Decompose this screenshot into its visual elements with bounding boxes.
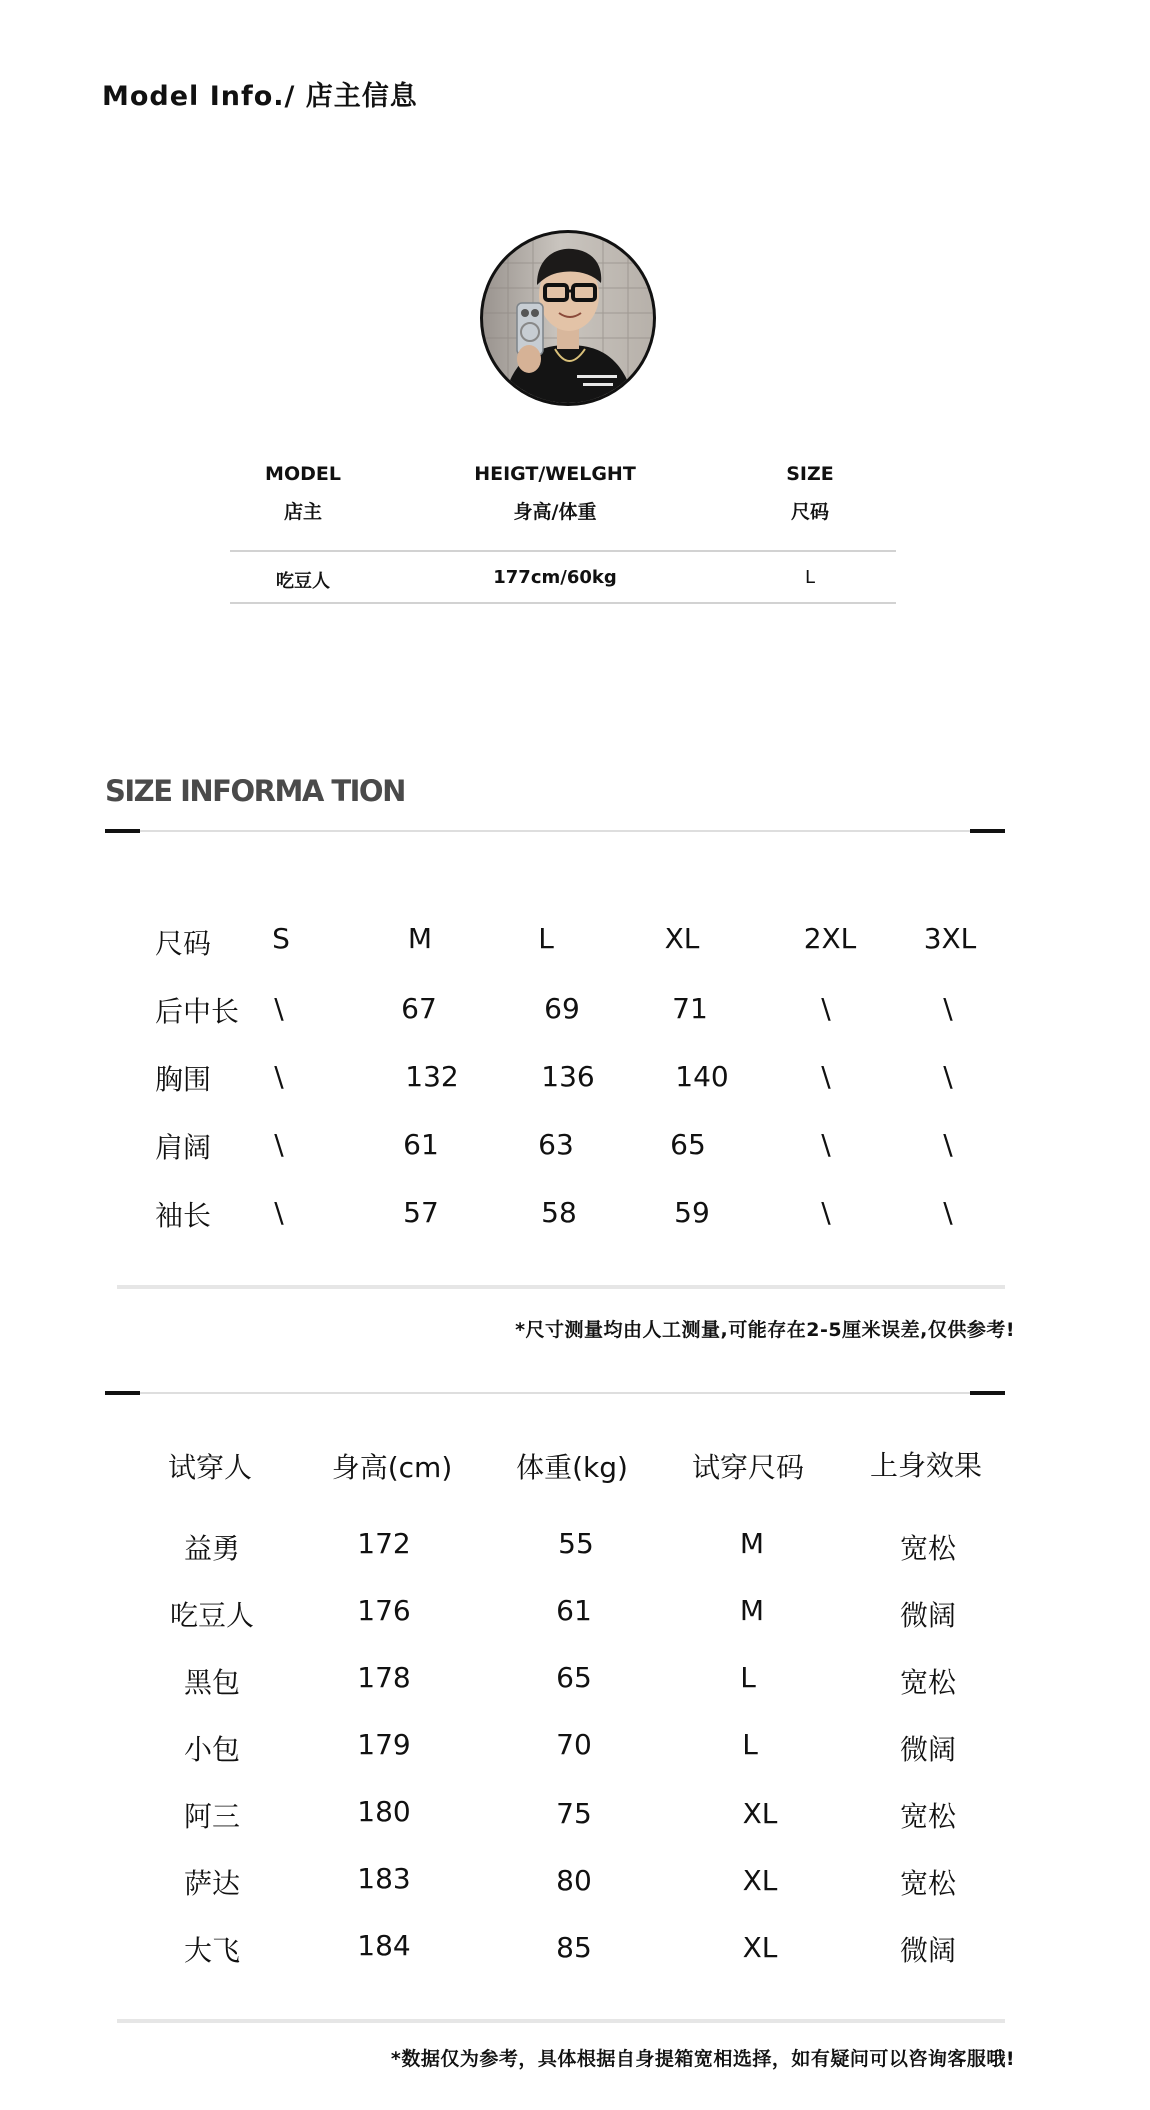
size-cell: 140 bbox=[675, 1060, 729, 1093]
tryon-cell-size: XL bbox=[742, 1864, 778, 1897]
tryon-cell-height: 180 bbox=[357, 1795, 411, 1828]
model-height-weight: 177cm/60kg bbox=[493, 567, 617, 588]
size-disclaimer-note: *尺寸测量均由人工测量,可能存在2-5厘米误差,仅供参考! bbox=[515, 1319, 1015, 1341]
size-table-bottom-line bbox=[117, 1285, 1005, 1289]
size-row-label: 后中长 bbox=[155, 995, 240, 1028]
tryon-cell-fit: 微阔 bbox=[899, 1733, 956, 1766]
tryon-table-bottom-line bbox=[117, 2019, 1005, 2023]
size-col-xl: XL bbox=[664, 922, 700, 955]
tryon-cell-weight: 61 bbox=[556, 1594, 592, 1627]
tryon-cell-size: XL bbox=[742, 1931, 778, 1964]
tryon-cell-name: 黑包 bbox=[183, 1666, 240, 1699]
size-section-rule bbox=[105, 830, 1005, 832]
size-rule-left-cap bbox=[105, 829, 140, 833]
size-cell: \ bbox=[821, 1128, 831, 1161]
tryon-cell-name: 大飞 bbox=[183, 1934, 240, 1967]
size-row-label: 胸围 bbox=[155, 1063, 212, 1096]
model-col-en: MODEL bbox=[265, 463, 341, 485]
tryon-cell-weight: 65 bbox=[556, 1661, 592, 1694]
tryon-cell-fit: 微阔 bbox=[899, 1599, 956, 1632]
tryon-col-height: 身高(cm) bbox=[331, 1451, 453, 1484]
size-col-zh: 尺码 bbox=[790, 501, 829, 523]
tryon-cell-size: L bbox=[740, 1661, 756, 1694]
size-col-3xl: 3XL bbox=[923, 922, 977, 955]
height-weight-col-en: HEIGT/WELGHT bbox=[474, 463, 636, 485]
size-cell: \ bbox=[274, 1060, 284, 1093]
size-col-2xl: 2XL bbox=[803, 922, 857, 955]
height-weight-col-header bbox=[450, 455, 660, 531]
tryon-cell-name: 益勇 bbox=[183, 1532, 240, 1565]
size-cell: 69 bbox=[544, 992, 580, 1025]
tryon-disclaimer-note: *数据仅为参考，具体根据自身提箱宽相选择，如有疑问可以咨询客服哦! bbox=[390, 2048, 1015, 2070]
size-cell: \ bbox=[943, 992, 953, 1025]
tryon-cell-size: XL bbox=[742, 1797, 778, 1830]
tryon-col-fit: 上身效果 bbox=[869, 1449, 982, 1482]
size-cell: \ bbox=[821, 992, 831, 1025]
size-info-title: SIZE INFORMA TION bbox=[105, 774, 405, 808]
size-col-en: SIZE bbox=[786, 463, 834, 485]
size-col-m: M bbox=[407, 922, 433, 955]
tryon-rule-right-cap bbox=[970, 1391, 1005, 1395]
tryon-cell-fit: 微阔 bbox=[899, 1934, 956, 1967]
tryon-rule-left-cap bbox=[105, 1391, 140, 1395]
tryon-cell-fit: 宽松 bbox=[899, 1532, 956, 1565]
tryon-cell-height: 184 bbox=[357, 1929, 411, 1962]
tryon-cell-name: 小包 bbox=[183, 1733, 240, 1766]
tryon-cell-fit: 宽松 bbox=[899, 1800, 956, 1833]
tryon-cell-weight: 80 bbox=[556, 1864, 592, 1897]
tryon-cell-size: M bbox=[739, 1527, 765, 1560]
size-cell: 67 bbox=[401, 992, 437, 1025]
size-cell: 59 bbox=[674, 1196, 710, 1229]
size-col-header bbox=[750, 455, 870, 531]
size-cell: \ bbox=[943, 1060, 953, 1093]
tryon-cell-height: 178 bbox=[357, 1661, 411, 1694]
size-cell: \ bbox=[274, 1196, 284, 1229]
tryon-cell-height: 179 bbox=[357, 1728, 411, 1761]
tryon-cell-weight: 75 bbox=[556, 1797, 592, 1830]
tryon-cell-name: 吃豆人 bbox=[169, 1599, 254, 1632]
tryon-cell-height: 176 bbox=[357, 1594, 411, 1627]
size-cell: \ bbox=[943, 1196, 953, 1229]
tryon-cell-weight: 55 bbox=[558, 1527, 594, 1560]
size-cell: \ bbox=[274, 1128, 284, 1161]
size-col-l: L bbox=[538, 922, 554, 955]
model-table-bottom-line bbox=[230, 602, 896, 604]
model-info-title: Model Info./ 店主信息 bbox=[102, 81, 418, 112]
tryon-cell-height: 172 bbox=[357, 1527, 411, 1560]
tryon-section-rule bbox=[105, 1392, 1005, 1394]
size-cell: \ bbox=[821, 1196, 831, 1229]
model-col-header bbox=[228, 455, 378, 531]
size-row-label: 袖长 bbox=[155, 1199, 212, 1232]
model-col-zh: 店主 bbox=[283, 501, 322, 523]
tryon-col-size: 试穿尺码 bbox=[691, 1451, 804, 1484]
tryon-cell-weight: 85 bbox=[556, 1931, 592, 1964]
model-size: L bbox=[804, 567, 816, 588]
size-cell: 58 bbox=[541, 1196, 577, 1229]
model-table-divider bbox=[230, 550, 896, 552]
tryon-cell-height: 183 bbox=[357, 1862, 411, 1895]
size-rule-right-cap bbox=[970, 829, 1005, 833]
size-cell: 71 bbox=[672, 992, 708, 1025]
tryon-col-weight: 体重(kg) bbox=[516, 1451, 628, 1484]
size-cell: \ bbox=[821, 1060, 831, 1093]
size-col-s: S bbox=[272, 922, 290, 955]
tryon-col-tester: 试穿人 bbox=[167, 1451, 252, 1484]
size-cell: 61 bbox=[403, 1128, 439, 1161]
tryon-cell-weight: 70 bbox=[556, 1728, 592, 1761]
tryon-cell-size: L bbox=[742, 1728, 758, 1761]
size-col-label: 尺码 bbox=[155, 927, 212, 960]
size-row-label: 肩阔 bbox=[155, 1131, 212, 1164]
tryon-cell-fit: 宽松 bbox=[899, 1666, 956, 1699]
height-weight-col-zh: 身高/体重 bbox=[513, 501, 597, 523]
size-cell: 136 bbox=[541, 1060, 595, 1093]
tryon-cell-size: M bbox=[739, 1594, 765, 1627]
avatar-photo bbox=[483, 233, 653, 403]
model-avatar bbox=[480, 230, 656, 406]
size-cell: \ bbox=[943, 1128, 953, 1161]
tryon-cell-fit: 宽松 bbox=[899, 1867, 956, 1900]
size-cell: \ bbox=[274, 992, 284, 1025]
size-cell: 65 bbox=[670, 1128, 706, 1161]
tryon-cell-name: 阿三 bbox=[183, 1800, 240, 1833]
size-cell: 57 bbox=[403, 1196, 439, 1229]
size-cell: 63 bbox=[538, 1128, 574, 1161]
size-cell: 132 bbox=[405, 1060, 459, 1093]
tryon-cell-name: 萨达 bbox=[183, 1867, 240, 1900]
model-name: 吃豆人 bbox=[276, 571, 330, 592]
